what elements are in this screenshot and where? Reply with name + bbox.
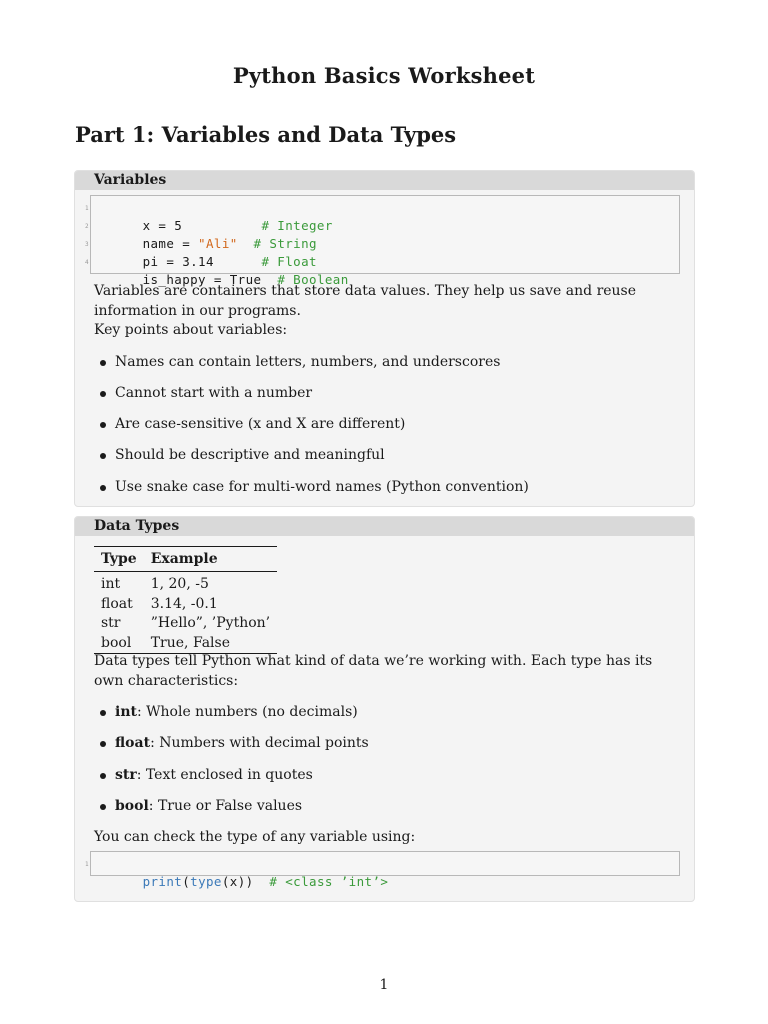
bullet-icon <box>100 422 106 428</box>
code-line <box>85 855 679 889</box>
type-term: bool <box>115 797 149 814</box>
code-comment: # Float <box>261 254 317 269</box>
bullet-icon <box>100 453 106 459</box>
key-points-label: Key points about variables: <box>94 322 288 338</box>
type-term: float <box>115 735 151 752</box>
code-line <box>85 217 679 251</box>
bullet-icon <box>100 485 106 491</box>
code-comment: # Integer <box>261 218 333 233</box>
list-item <box>115 415 694 434</box>
bullet-icon <box>100 741 106 747</box>
table-header: Type <box>101 551 137 567</box>
code-text: ( <box>182 873 191 889</box>
list-item <box>115 446 694 465</box>
code-builtin: type <box>190 873 222 889</box>
code-line <box>85 253 679 287</box>
bullet-icon <box>100 391 106 397</box>
code-comment: # Boolean <box>277 272 349 287</box>
code-comment: # <class ’int’> <box>269 873 389 889</box>
list-item <box>115 353 694 372</box>
type-term: str <box>115 766 137 783</box>
code-text: is_happy = True <box>142 272 278 287</box>
table-row <box>94 572 277 595</box>
table-cell: bool <box>101 634 132 651</box>
list-item <box>115 703 694 722</box>
list-item <box>115 797 694 816</box>
table-cell: int <box>101 576 121 592</box>
list-item <box>115 478 694 497</box>
table-cell: str <box>101 615 121 631</box>
table-cell: ”Hello”, ’Python’ <box>150 615 271 631</box>
code-text: (x)) <box>221 873 270 889</box>
list-item-text: Cannot start with a number <box>115 384 313 401</box>
code-text: name = <box>142 236 199 251</box>
code-builtin: print <box>142 873 183 889</box>
bullet-icon <box>100 710 106 716</box>
table-cell: float <box>101 595 133 612</box>
code-text: pi = 3.14 <box>142 254 262 269</box>
variables-bullet-list <box>75 353 694 497</box>
variables-description: Variables are containers that store data values. They help us save and reuse information in our programs. <box>94 283 637 319</box>
list-item <box>115 766 694 785</box>
check-type-label: You can check the type of any variable using: <box>94 829 416 846</box>
data-types-box <box>74 516 695 902</box>
code-comment: # String <box>253 236 317 251</box>
variables-code-block <box>85 195 680 287</box>
type-description: : Text enclosed in quotes <box>136 766 313 783</box>
type-check-code-block <box>85 851 680 889</box>
line-number: 4 <box>85 259 90 266</box>
data-types-description: Data types tell Python what kind of data we’re working with. Each type has its own characteristics: <box>94 653 653 689</box>
line-number: 1 <box>85 860 90 868</box>
type-term: int <box>115 704 137 720</box>
table-header-row <box>94 547 277 572</box>
code-text: x = 5 <box>142 218 262 233</box>
list-item <box>115 384 694 403</box>
code-string: "Ali" <box>198 236 238 251</box>
variables-box <box>74 170 695 507</box>
bullet-icon <box>100 773 106 779</box>
table-cell: 3.14, -0.1 <box>150 595 218 612</box>
table-row <box>94 595 277 615</box>
list-item-text: Use snake case for multi-word names (Python convention) <box>115 478 529 495</box>
table-row <box>94 634 277 654</box>
code-line <box>85 235 679 269</box>
page-number: 1 <box>379 977 389 993</box>
document-title: Python Basics Worksheet <box>232 63 536 88</box>
data-types-table <box>94 546 277 654</box>
section-heading: Part 1: Variables and Data Types <box>75 122 457 147</box>
table-row <box>94 614 277 634</box>
type-description: : Whole numbers (no decimals) <box>136 704 358 720</box>
bullet-icon <box>100 804 106 810</box>
list-item-text: Are case-sensitive (x and X are different) <box>115 416 406 433</box>
code-line <box>85 199 679 233</box>
list-item-text: Names can contain letters, numbers, and underscores <box>115 353 501 370</box>
line-number: 3 <box>85 241 90 248</box>
list-item <box>115 734 694 753</box>
type-description: : Numbers with decimal points <box>150 735 369 752</box>
bullet-icon <box>100 360 106 366</box>
line-number: 1 <box>85 205 90 212</box>
table-cell: 1, 20, -5 <box>150 576 209 592</box>
data-types-box-title: Data Types <box>75 517 694 536</box>
table-header: Example <box>150 551 218 567</box>
table-cell: True, False <box>150 634 231 651</box>
line-number: 2 <box>85 223 90 230</box>
list-item-text: Should be descriptive and meaningful <box>115 447 385 464</box>
variables-box-title: Variables <box>75 171 694 190</box>
type-description: : True or False values <box>148 797 303 814</box>
data-types-bullet-list <box>75 703 694 816</box>
